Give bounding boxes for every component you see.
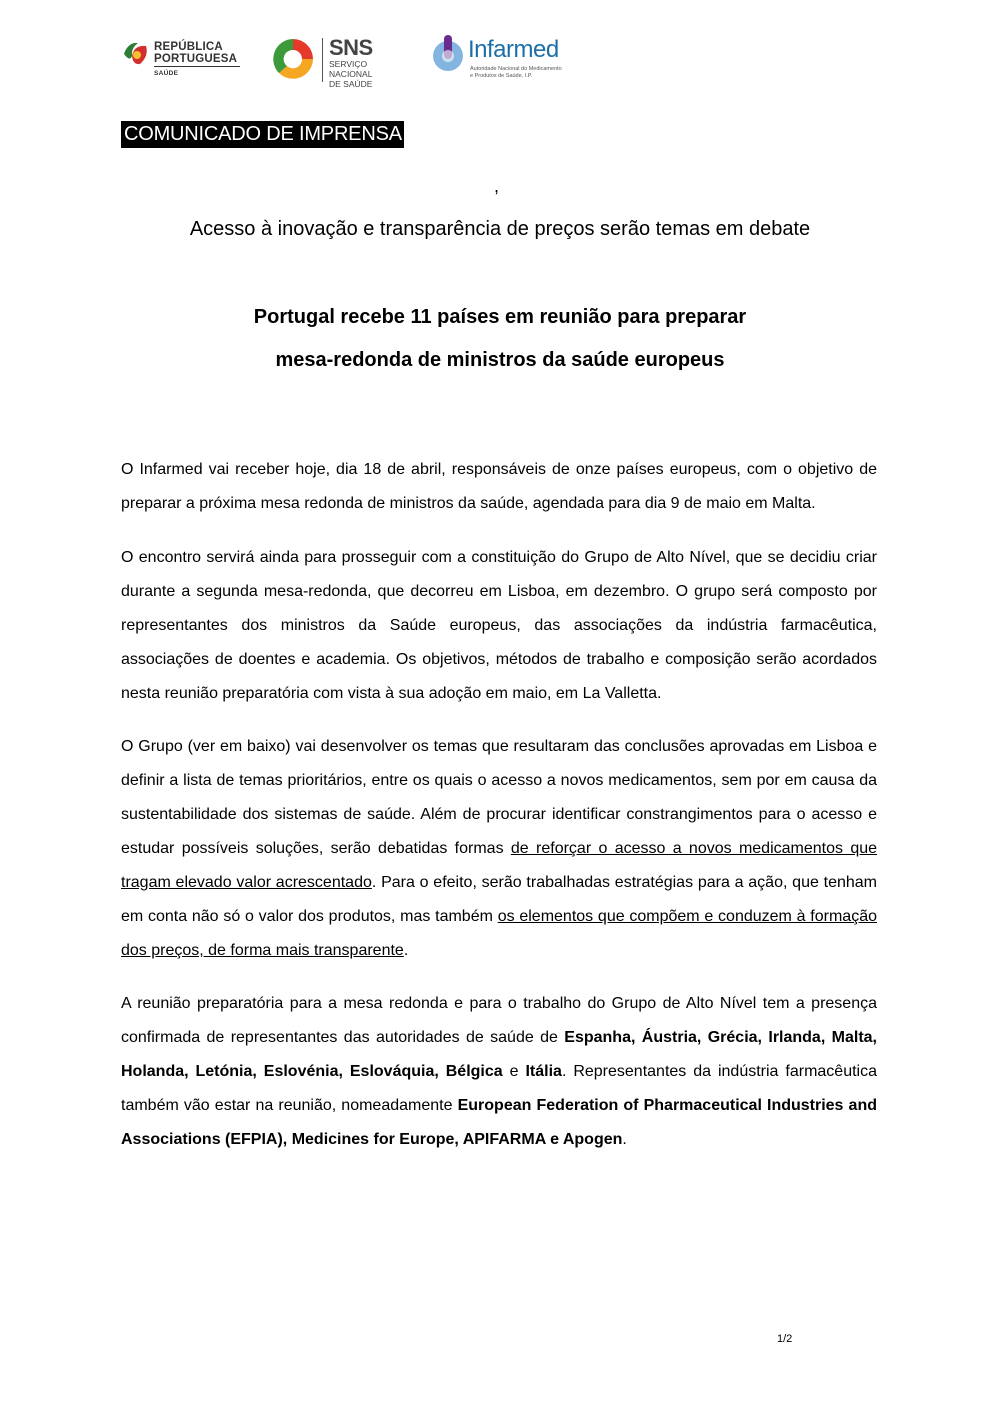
republica-portuguesa-logo (120, 34, 245, 86)
title-line2: mesa-redonda de ministros da saúde europeus (275, 349, 725, 371)
subtitle: Acesso à inovação e transparência de preços serão temas em debate (189, 218, 811, 240)
paragraph-1: O Infarmed vai receber hoje, dia 18 de abril, responsáveis de onze países europeus, com o objetivo de preparar a próxima mesa redonda de ministros da saúde, agendada para dia 9 de maio em Malta. (121, 461, 877, 512)
p4-text-1: A reunião preparatória para a mesa redonda e para o trabalho do Grupo de Alto Nível tem a presença confirmada de representantes das autoridades de saúde de (121, 995, 877, 1046)
p4-countries: Espanha, Áustria, Grécia, Irlanda, Malta, Holanda, Letónia, Eslovénia, Eslováquia, Bélgica (121, 1029, 877, 1080)
infarmed-line1: Autoridade Nacional do Medicamento (470, 66, 562, 72)
republica-sub: SAÚDE (154, 70, 179, 77)
paragraph-3 (121, 730, 877, 968)
republica-line2: PORTUGUESA (154, 53, 238, 65)
p3-underlined-2: os elementos que compõem e conduzem à formação dos preços, de forma mais transparente (121, 908, 877, 959)
sns-name: SNS (329, 35, 373, 60)
page-number: 1/2 (777, 1333, 793, 1345)
p4-text-2: e (502, 1063, 526, 1080)
sns-emblem-icon (270, 36, 316, 82)
p4-industry-orgs: European Federation of Pharmaceutical Industries and Associations (EFPIA), Medicines for Europe, APIFARMA e Apogen (121, 1097, 878, 1148)
p3-text-3: . (403, 942, 409, 959)
sns-line2: DE SAÚDE (329, 79, 373, 89)
title-line1: Portugal recebe 11 países em reunião para preparar (253, 306, 747, 328)
paragraph-2: O encontro servirá ainda para prosseguir com a constituição do Grupo de Alto Nível, que se decidiu criar durante a segunda mesa-redonda, que decorreu em Lisboa, em dezembro. O grupo será composto por representantes dos ministros da Saúde europeus, das associações da indústria farmacêutica, associações de doentes e academia. Os objetivos, métodos de trabalho e composição serão acordados nesta reunião preparatória com vista à sua adoção em maio, em La Valletta. (121, 549, 877, 702)
p4-country-italia: Itália (525, 1063, 562, 1080)
stray-mark: , (494, 176, 500, 196)
p4-text-3: . Representantes da indústria farmacêutica também vão estar na reunião, nomeadamente (121, 1063, 877, 1114)
p3-text-1: O Grupo (ver em baixo) vai desenvolver os temas que resultaram das conclusões aprovadas em Lisboa e definir a lista de temas prioritários, entre os quais o acesso a novos medicamentos, sem por em causa da sustentabilidade dos sistemas de saúde. Além de procurar identificar constrangimentos para o acesso e estudar possíveis soluções, serão debatidas formas (121, 738, 877, 857)
p3-text-2: . Para o efeito, serão trabalhadas estratégias para a ação, que tenham em conta não só o valor dos produtos, mas também (121, 874, 878, 925)
sns-logo (270, 34, 405, 89)
press-release-label: COMUNICADO DE IMPRENSA (121, 121, 404, 148)
p4-text-4: . (622, 1131, 627, 1148)
infarmed-logo (430, 34, 580, 86)
sns-line1: SERVIÇO NACIONAL (329, 59, 373, 79)
portugal-emblem-icon (122, 40, 150, 68)
infarmed-line2: e Produtos de Saúde, I.P. (470, 73, 533, 79)
infarmed-emblem-icon (430, 34, 466, 74)
paragraph-4 (121, 987, 877, 1157)
p3-underlined-1: de reforçar o acesso a novos medicamentos que tragam elevado valor acrescentado (121, 840, 878, 891)
infarmed-name: Infarmed (468, 36, 559, 63)
republica-line1: REPÚBLICA (154, 41, 223, 53)
